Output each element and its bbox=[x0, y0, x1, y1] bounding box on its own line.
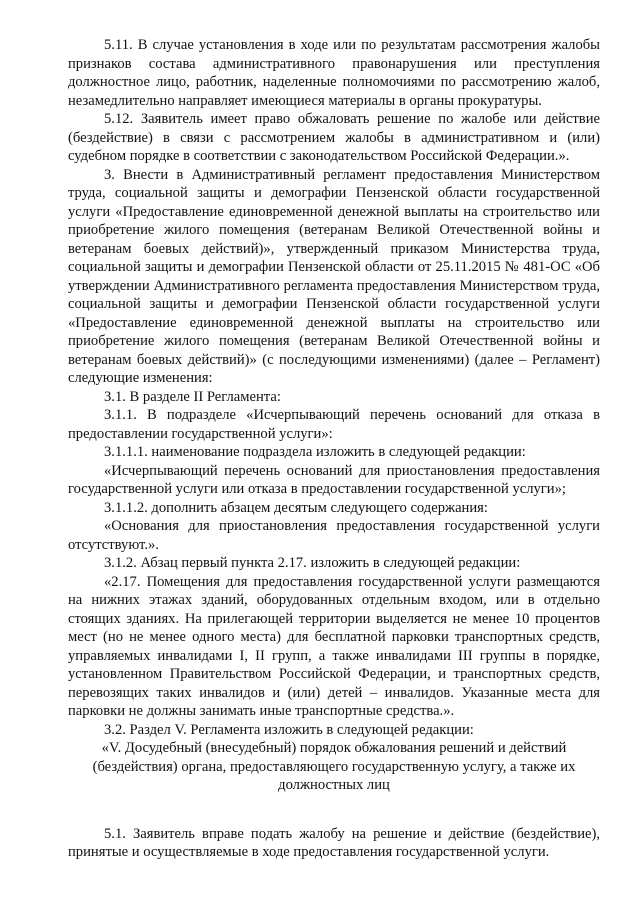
section-gap bbox=[68, 795, 600, 825]
section-v-title: «V. Досудебный (внесудебный) порядок обжалования решений и действий (бездействия) органа, предоставляющего государственную услугу, а также их должностных лиц bbox=[92, 740, 576, 793]
paragraph-5-12: 5.12. Заявитель имеет право обжаловать решение по жалобе или действие (бездействие) в связи с рассмотрением жалобы в административном и (или) судебном порядке в соответствии с законодательством Российской Федерации.». bbox=[68, 111, 600, 164]
paragraph-3-1: 3.1. В разделе II Регламента: bbox=[104, 388, 281, 405]
document-page bbox=[68, 36, 600, 862]
paragraph-subsection-name: «Исчерпывающий перечень оснований для приостановления предоставления государственной услуги или отказа в предоставлении государственной услуги»; bbox=[68, 462, 600, 497]
paragraph-grounds: «Основания для приостановления предоставления государственной услуги отсутствуют.». bbox=[68, 518, 600, 553]
paragraph-3-1-1: 3.1.1. В подразделе «Исчерпывающий перечень оснований для отказа в предоставлении государственной услуги»: bbox=[68, 407, 600, 442]
paragraph-3-2: 3.2. Раздел V. Регламента изложить в следующей редакции: bbox=[104, 721, 474, 738]
paragraph-3: 3. Внести в Административный регламент предоставления Министерством труда, социальной защиты и демографии Пензенской области государственной услуги «Предоставление единовременной денежной выплаты на строительство или приобретение жилого помещения (ветеранам Великой Отечественной войны и ветеранам боевых действий)», утвержденный приказом Министерства труда, социальной защиты и демографии Пензенской области от 25.11.2015 № 481-ОС «Об утверждении Административного регламента предоставления Министерством труда, социальной защиты и демографии Пензенской области государственной услуги «Предоставление единовременной денежной выплаты на строительство или приобретение жилого помещения (ветеранам Великой Отечественной войны и ветеранам боевых действий)» (с последующими изменениями) (далее – Регламент) следующие изменения: bbox=[68, 166, 600, 386]
paragraph-3-1-1-1: 3.1.1.1. наименование подраздела изложить в следующей редакции: bbox=[104, 444, 526, 460]
paragraph-5-1: 5.1. Заявитель вправе подать жалобу на решение и действие (бездействие), принятые и осуществляемые в ходе предоставления государственной услуги. bbox=[68, 825, 600, 860]
paragraph-5-11: 5.11. В случае установления в ходе или по результатам рассмотрения жалобы признаков состава административного правонарушения или преступления должностное лицо, работник, наделенные полномочиями по рассмотрению жалоб, незамедлительно направляет имеющиеся материалы в органы прокуратуры. bbox=[68, 37, 600, 109]
paragraph-2-17: «2.17. Помещения для предоставления государственной услуги размещаются на нижних этажах зданий, оборудованных отдельным входом, или в отдельно стоящих зданиях. На прилегающей территории выделяется не менее 10 процентов мест (но не менее одного места) для бесплатной парковки транспортных средств, управляемых инвалидами I, II групп, а также инвалидами III группы в порядке, установленном Правительством Российской Федерации, и транспортных средств, перевозящих таких инвалидов и (или) детей – инвалидов. Указанные места для парковки не должны занимать иные транспортные средства.». bbox=[68, 573, 600, 719]
paragraph-3-1-1-2: 3.1.1.2. дополнить абзацем десятым следующего содержания: bbox=[104, 499, 488, 516]
paragraph-3-1-2: 3.1.2. Абзац первый пункта 2.17. изложить в следующей редакции: bbox=[104, 555, 521, 571]
